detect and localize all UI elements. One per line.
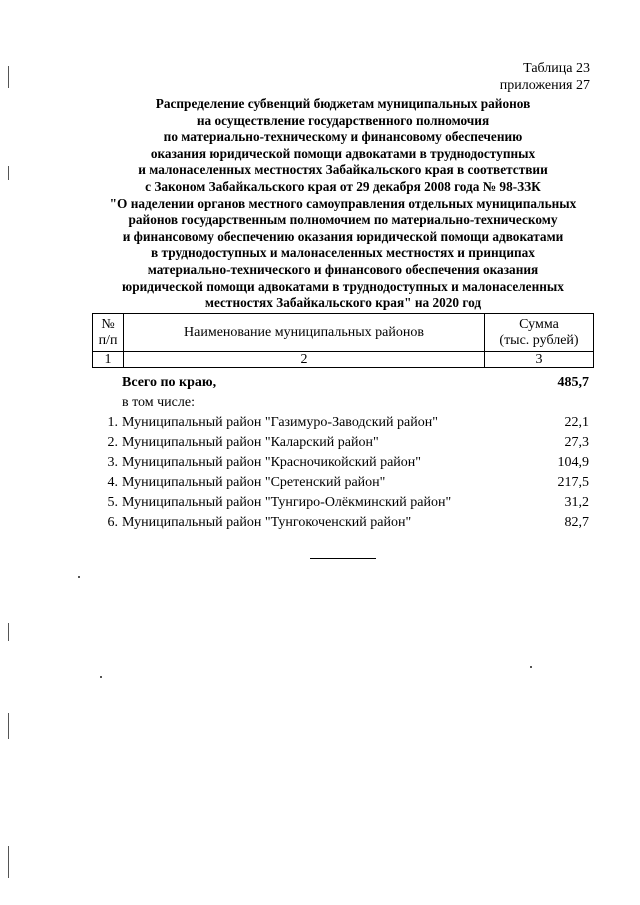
title-line: и малонаселенных местностях Забайкальского края в соответствии	[138, 162, 548, 178]
subtotal-row	[92, 393, 594, 413]
row-amount: 27,3	[564, 435, 589, 450]
title-line: на осуществление государственного полномочия	[196, 112, 490, 128]
table-row	[92, 493, 594, 513]
table-row	[92, 513, 594, 533]
column-number: 3	[485, 352, 594, 368]
row-district-name: Муниципальный район "Тунгокоченский район"	[122, 515, 412, 530]
scan-mark	[8, 66, 9, 88]
header-number-abbrev: п/п	[98, 332, 118, 348]
scan-mark	[530, 666, 532, 668]
document-title	[92, 96, 594, 312]
scan-mark	[8, 713, 9, 739]
title-line: оказания юридической помощи адвокатами в труднодоступных	[150, 145, 536, 161]
header-sum-unit: (тыс. рублей)	[499, 332, 579, 348]
scan-mark	[78, 576, 80, 578]
table-row	[92, 433, 594, 453]
title-line: юридической помощи адвокатами в труднодоступных и малонаселенных	[122, 278, 564, 294]
row-number: 3.	[107, 455, 118, 470]
row-district-name: Муниципальный район "Газимуро-Заводский район"	[122, 415, 438, 430]
table-reference	[500, 60, 590, 94]
total-value: 485,7	[557, 375, 589, 390]
table-row	[92, 453, 594, 473]
title-line: "О наделении органов местного самоуправления отдельных муниципальных	[109, 195, 577, 211]
row-amount: 104,9	[557, 455, 589, 470]
title-line: материально-технического и финансового обеспечения оказания	[147, 261, 539, 277]
scan-mark	[8, 166, 9, 180]
reference-appendix-number: приложения 27	[499, 78, 590, 93]
title-line: Распределение субвенций бюджетам муниципальных районов	[155, 96, 531, 111]
title-line: районов государственным полномочием по материально-техническому	[128, 212, 558, 228]
title-line: местностях Забайкальского края" на 2020 год	[204, 295, 482, 311]
row-number: 6.	[107, 515, 118, 530]
scan-mark	[8, 623, 9, 641]
header-sum-cell	[485, 314, 594, 352]
row-amount: 22,1	[564, 415, 589, 430]
title-line: и финансовому обеспечению оказания юридической помощи адвокатами	[122, 228, 564, 244]
total-row	[92, 373, 594, 393]
row-amount: 31,2	[564, 495, 589, 510]
end-separator-line	[310, 558, 376, 559]
scan-mark	[8, 846, 9, 878]
header-number-cell	[93, 314, 124, 352]
total-label: Всего по краю,	[122, 375, 217, 390]
title-line: в труднодоступных и малонаселенных местностях и принципах	[151, 245, 535, 261]
row-amount: 217,5	[557, 475, 589, 490]
column-number: 1	[93, 352, 124, 368]
title-line: с Законом Забайкальского края от 29 декабря 2008 года № 98-ЗЗК	[145, 178, 541, 194]
header-row	[93, 314, 594, 352]
table-body	[92, 373, 594, 533]
subtotal-label: в том числе:	[122, 395, 195, 410]
header-sum-label: Сумма	[519, 316, 559, 332]
scan-mark	[100, 676, 102, 678]
header-number-symbol: №	[101, 316, 115, 332]
row-district-name: Муниципальный район "Красночикойский район"	[122, 455, 421, 470]
title-line: по материально-техническому и финансовому обеспечению	[163, 129, 523, 145]
row-district-name: Муниципальный район "Каларский район"	[122, 435, 379, 450]
table-row	[92, 413, 594, 433]
row-number: 2.	[107, 435, 118, 450]
row-number: 5.	[107, 495, 118, 510]
table-row	[92, 473, 594, 493]
row-district-name: Муниципальный район "Тунгиро-Олёкминский район"	[122, 495, 452, 510]
row-number: 1.	[107, 415, 118, 430]
reference-table-number: Таблица 23	[523, 61, 590, 76]
row-number: 4.	[107, 475, 118, 490]
row-amount: 82,7	[564, 515, 589, 530]
header-name-cell: Наименование муниципальных районов	[124, 314, 485, 352]
row-district-name: Муниципальный район "Сретенский район"	[122, 475, 386, 490]
column-number: 2	[124, 352, 485, 368]
column-number-row	[93, 352, 594, 368]
table-header	[92, 313, 594, 368]
